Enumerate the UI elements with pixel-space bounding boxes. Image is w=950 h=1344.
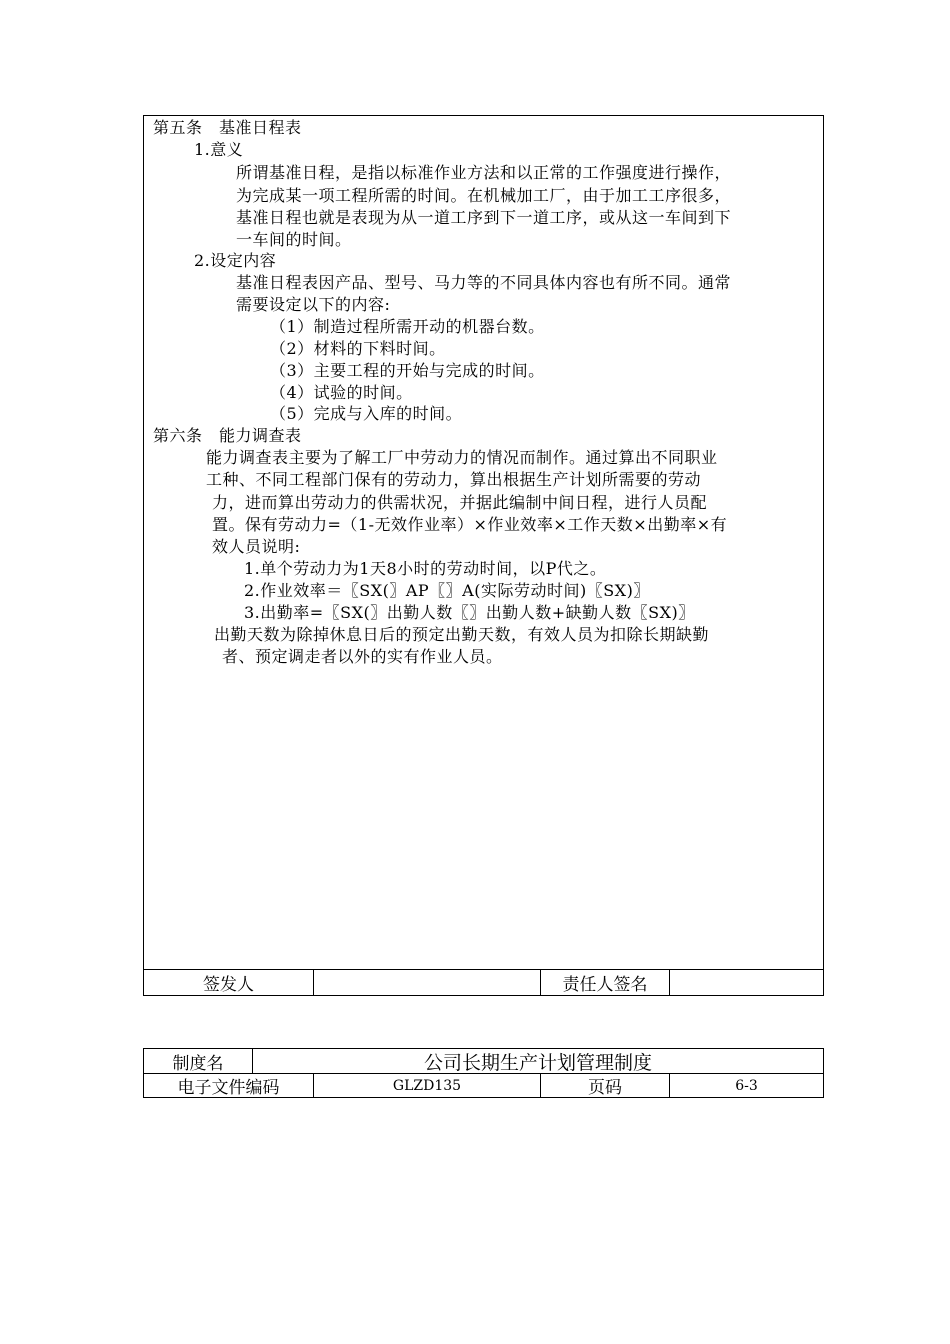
responsible-signature-field[interactable] bbox=[670, 970, 823, 995]
list-item: 1.单个劳动力为1天8小时的劳动时间，以P代之。 bbox=[244, 559, 607, 578]
file-code-label: 电子文件编码 bbox=[144, 1074, 314, 1097]
list-item: （4）试验的时间。 bbox=[270, 383, 413, 402]
policy-name-value: 公司长期生产计划管理制度 bbox=[423, 1051, 652, 1074]
file-code-value: GLZD135 bbox=[314, 1074, 541, 1097]
page-label: 页码 bbox=[541, 1074, 670, 1097]
paragraph-line: 所谓基准日程，是指以标准作业方法和以正常的工作强度进行操作， bbox=[236, 163, 732, 182]
document-content-box bbox=[143, 115, 824, 996]
footer-row-code bbox=[144, 1073, 823, 1097]
document-body bbox=[144, 116, 823, 969]
paragraph-line: 置。保有劳动力=（1-无效作业率）×作业效率×工作天数×出勤率×有 bbox=[212, 515, 728, 534]
responsible-signature-label: 责任人签名 bbox=[541, 970, 670, 995]
section-heading-meaning: 1.意义 bbox=[194, 140, 244, 159]
list-item: （1）制造过程所需开动的机器台数。 bbox=[270, 317, 545, 336]
paragraph-line: 为完成某一项工程所需的时间。在机械加工厂，由于加工工序很多， bbox=[236, 186, 732, 205]
list-item: （3）主要工程的开始与完成的时间。 bbox=[270, 361, 545, 380]
paragraph-line: 工种、不同工程部门保有的劳动力，算出根据生产计划所需要的劳动 bbox=[206, 470, 702, 489]
paragraph-line: 力，进而算出劳动力的供需状况，并据此编制中间日程，进行人员配 bbox=[212, 493, 708, 512]
paragraph-line: 基准日程表因产品、型号、马力等的不同具体内容也有所不同。通常 bbox=[236, 273, 732, 292]
paragraph-line: 者、预定调走者以外的实有作业人员。 bbox=[222, 647, 503, 666]
paragraph-line: 出勤天数为除掉休息日后的预定出勤天数，有效人员为扣除长期缺勤 bbox=[214, 625, 710, 644]
formula-line: 3.出勤率=〖SX(〗出勤人数〖〗出勤人数+缺勤人数〖SX)〗 bbox=[244, 603, 695, 622]
article-6-heading: 第六条 能力调查表 bbox=[153, 426, 302, 445]
list-item: （5）完成与入库的时间。 bbox=[270, 404, 463, 423]
signature-row bbox=[144, 969, 823, 995]
paragraph-line: 能力调查表主要为了解工厂中劳动力的情况而制作。通过算出不同职业 bbox=[206, 448, 718, 467]
paragraph-line: 需要设定以下的内容: bbox=[236, 295, 391, 314]
footer-row-name bbox=[144, 1049, 823, 1073]
article-5-heading: 第五条 基准日程表 bbox=[153, 118, 302, 137]
page-number: 6-3 bbox=[735, 1077, 758, 1094]
policy-name-label: 制度名 bbox=[144, 1049, 253, 1073]
paragraph-line: 一车间的时间。 bbox=[236, 230, 352, 249]
issuer-field[interactable] bbox=[314, 970, 541, 995]
paragraph-line: 基准日程也就是表现为从一道工序到下一道工序，或从这一车间到下 bbox=[236, 208, 732, 227]
formula-line: 2.作业效率＝〖SX(〗AP〖〗A(实际劳动时间)〖SX)〗 bbox=[244, 581, 650, 600]
issuer-label: 签发人 bbox=[144, 970, 314, 995]
paragraph-line: 效人员说明: bbox=[212, 537, 301, 556]
list-item: （2）材料的下料时间。 bbox=[270, 339, 446, 358]
section-heading-settings: 2.设定内容 bbox=[194, 251, 277, 270]
footer-table bbox=[143, 1048, 824, 1098]
